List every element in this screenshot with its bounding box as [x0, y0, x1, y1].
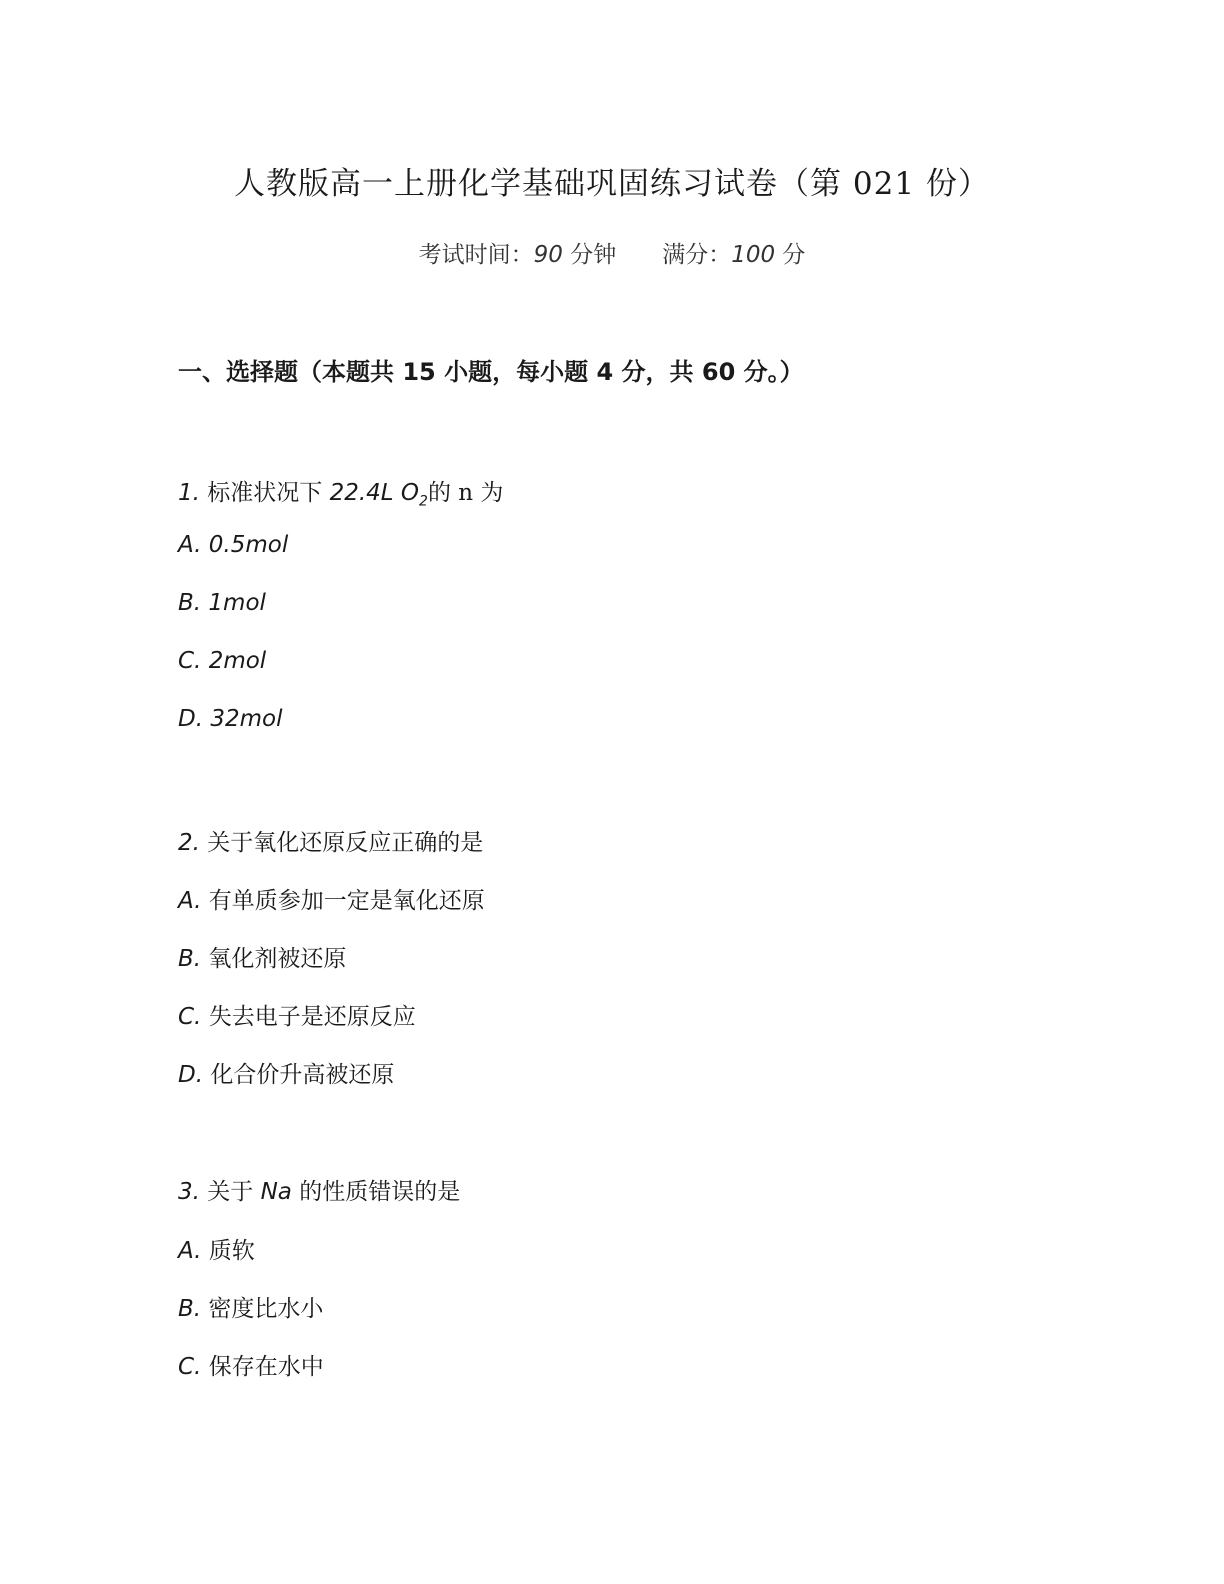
option-label: A. [178, 1238, 202, 1264]
question-formula: Na [260, 1179, 292, 1205]
option-c[interactable] [178, 648, 266, 674]
option-label: C. [178, 1354, 202, 1380]
question-text-post: 的性质错误的是 [299, 1179, 461, 1205]
option-text: 保存在水中 [208, 1354, 324, 1380]
option-label: C. [178, 1004, 202, 1030]
option-text: 失去电子是还原反应 [208, 1004, 416, 1030]
option-text: 有单质参加一定是氧化还原 [208, 888, 485, 914]
question-number: 1. [178, 480, 200, 506]
time-label: 考试时间： [418, 242, 534, 268]
option-a[interactable] [178, 882, 485, 915]
option-text: 32mol [210, 706, 283, 732]
option-text: 密度比水小 [208, 1296, 324, 1322]
option-a[interactable] [178, 532, 288, 558]
option-c[interactable] [178, 1348, 324, 1381]
option-b[interactable] [178, 1290, 323, 1323]
option-b[interactable] [178, 590, 266, 616]
option-text: 化合价升高被还原 [210, 1062, 395, 1088]
score-unit: 分 [782, 242, 806, 268]
option-label: A. [178, 888, 202, 914]
question-stem [178, 824, 483, 857]
formula-subscript: 2 [419, 493, 428, 510]
option-c[interactable] [178, 998, 416, 1031]
option-text: 质软 [208, 1238, 255, 1264]
question-text-pre: 关于 [207, 1179, 254, 1205]
question-number: 3. [178, 1179, 200, 1205]
option-text: 2mol [208, 648, 267, 674]
option-label: D. [178, 706, 204, 732]
option-d[interactable] [178, 706, 282, 732]
exam-title: 人教版高一上册化学基础巩固练习试卷（第 021 份） [234, 166, 990, 202]
option-text: 氧化剂被还原 [208, 946, 347, 972]
option-b[interactable] [178, 940, 346, 973]
question-text-pre: 标准状况下 [207, 480, 323, 506]
option-label: B. [178, 590, 202, 616]
option-label: D. [178, 1062, 204, 1088]
score-label: 满分： [662, 242, 732, 268]
section-title: 一、选择题（本题共 15 小题，每小题 4 分，共 60 分。） [178, 358, 804, 386]
time-value: 90 [533, 242, 563, 268]
option-label: A. [178, 532, 202, 558]
score-value: 100 [731, 242, 776, 268]
option-text: 1mol [208, 590, 266, 616]
question-stem [178, 1173, 460, 1206]
option-d[interactable] [178, 1056, 394, 1089]
option-label: B. [178, 1296, 202, 1322]
option-label: C. [178, 648, 202, 674]
option-label: B. [178, 946, 202, 972]
question-number: 2. [178, 830, 200, 856]
option-a[interactable] [178, 1232, 255, 1265]
question-text: 关于氧化还原反应正确的是 [207, 830, 484, 856]
option-text: 0.5mol [208, 532, 289, 558]
exam-meta [0, 236, 1224, 269]
question-formula: 22.4L O [329, 480, 420, 506]
time-unit: 分钟 [570, 242, 617, 268]
question-text-post: 的 n 为 [427, 480, 504, 506]
question-stem [178, 474, 503, 510]
